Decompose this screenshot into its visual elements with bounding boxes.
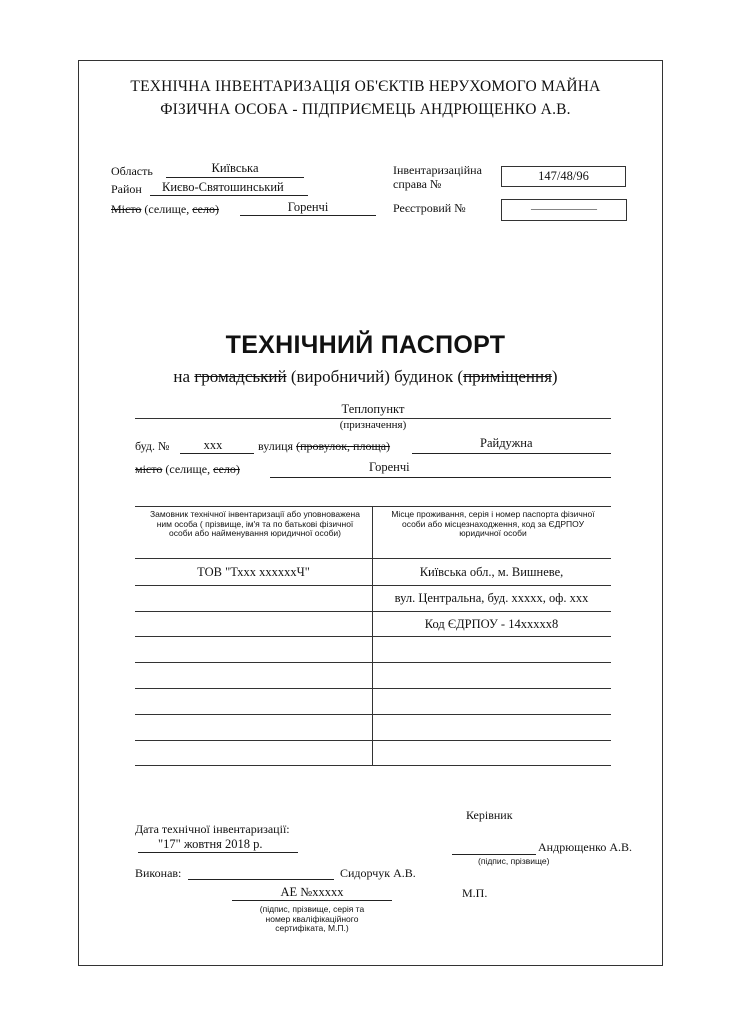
table-row-line xyxy=(135,688,611,689)
region-value: Київська xyxy=(211,161,259,175)
date-value: "17" жовтня 2018 р. xyxy=(158,837,263,851)
subtitle-struck-2: приміщення xyxy=(463,367,552,386)
purpose-caption: (призначення) xyxy=(339,419,407,431)
cert-caption-3: сертифіката, М.П.) xyxy=(275,923,349,933)
building-city-underline xyxy=(270,477,611,478)
building-number-value: ххх xyxy=(203,438,223,452)
city-label-struck-2: село) xyxy=(192,202,219,216)
street-label xyxy=(258,439,390,454)
inv-case-box xyxy=(501,166,626,187)
table-row-line xyxy=(135,611,611,612)
table-header-address: Місце проживання, серія і номер паспорта фізичної особи або місцезнаходження, код за ЄДРПОУ юридичної особи xyxy=(391,509,595,538)
city-underline xyxy=(240,215,376,216)
registry-value: —————— xyxy=(531,203,597,215)
cert-caption-2: номер кваліфікаційного xyxy=(265,913,359,924)
city-label xyxy=(111,202,219,217)
table-header-customer: Замовник технічної інвентаризації або уповноважена ним особа ( прізвище, ім'я та по батькові фізичної особи або найменування юридичної особи) xyxy=(150,509,360,538)
street-underline xyxy=(412,453,611,454)
subtitle-mid: (виробничий) будинок ( xyxy=(290,367,464,386)
document-title: ТЕХНІЧНИЙ ПАСПОРТ xyxy=(225,331,506,359)
header-line-1: ТЕХНІЧНА ІНВЕНТАРИЗАЦІЯ ОБ'ЄКТІВ НЕРУХОМОГО МАЙНА xyxy=(130,78,601,95)
table-header-line xyxy=(135,558,611,559)
district-label: Район xyxy=(111,182,142,196)
registry-box xyxy=(501,199,627,221)
performer-signature-line xyxy=(188,879,334,880)
inv-case-label xyxy=(393,163,482,191)
building-city-label xyxy=(135,462,240,477)
building-number-underline xyxy=(180,453,254,454)
building-city-mid: (селище, xyxy=(165,462,211,476)
performer-label: Виконав: xyxy=(135,866,182,880)
inv-case-value: 147/48/96 xyxy=(538,169,589,183)
cert-underline xyxy=(232,900,392,901)
table-cell-address: вул. Центральна, буд. ххххх, оф. ххх xyxy=(394,590,589,605)
city-label-mid: (селище, xyxy=(144,202,190,216)
building-city-value: Горенчі xyxy=(369,460,410,474)
cert-caption-1: (підпис, прізвище, серія та xyxy=(259,904,365,914)
document-subtitle xyxy=(0,367,731,387)
table-row-line xyxy=(135,662,611,663)
street-label-struck: (провулок, площа) xyxy=(296,439,391,453)
head-label: Керівник xyxy=(466,808,513,822)
table-cell-address: Код ЄДРПОУ - 14ххххх8 xyxy=(424,616,559,631)
street-value: Райдужна xyxy=(480,436,533,450)
head-caption: (підпис, прізвище) xyxy=(478,856,550,866)
purpose-value: Теплопункт xyxy=(341,402,405,416)
table-cell-customer: ТОВ "Тххх ххххххЧ" xyxy=(197,565,310,579)
date-label: Дата технічної інвентаризації: xyxy=(135,822,290,836)
table-row-line xyxy=(135,740,611,741)
street-label-text: вулиця xyxy=(258,439,294,453)
table-cell-address: Київська обл., м. Вишневе, xyxy=(419,565,564,579)
building-city-struck: місто xyxy=(135,462,163,476)
city-value: Горенчі xyxy=(287,200,329,214)
table-row-line xyxy=(135,714,611,715)
table-row-line xyxy=(135,585,611,586)
building-number-label: буд. № xyxy=(135,439,170,453)
performer-name: Сидорчук А.В. xyxy=(340,866,416,880)
region-label: Область xyxy=(111,164,153,178)
district-underline xyxy=(150,195,308,196)
cert-value: АЕ №ххххх xyxy=(280,885,344,899)
registry-label: Реєстровий № xyxy=(393,201,466,215)
date-underline xyxy=(138,852,298,853)
header-line-2: ФІЗИЧНА ОСОБА - ПІДПРИЄМЕЦЬ АНДРЮЩЕНКО А.В. xyxy=(160,101,571,118)
cert-caption xyxy=(232,905,392,934)
head-signature-line xyxy=(452,854,536,855)
table-top-line xyxy=(135,506,611,507)
table-row-line xyxy=(135,636,611,637)
subtitle-struck-1: громадський xyxy=(194,367,287,386)
subtitle-prefix: на xyxy=(173,367,191,386)
city-label-struck: Місто xyxy=(111,202,142,216)
stamp-label: М.П. xyxy=(462,886,488,900)
region-underline xyxy=(166,177,304,178)
subtitle-suffix: ) xyxy=(551,367,558,386)
inv-case-label-2: справа № xyxy=(393,177,442,191)
head-name: Андрющенко А.В. xyxy=(538,840,633,854)
district-value: Києво-Святошинський xyxy=(162,180,284,194)
table-row-line xyxy=(135,765,611,766)
inv-case-label-1: Інвентаризаційна xyxy=(393,163,482,177)
building-city-struck-2: село) xyxy=(213,462,240,476)
